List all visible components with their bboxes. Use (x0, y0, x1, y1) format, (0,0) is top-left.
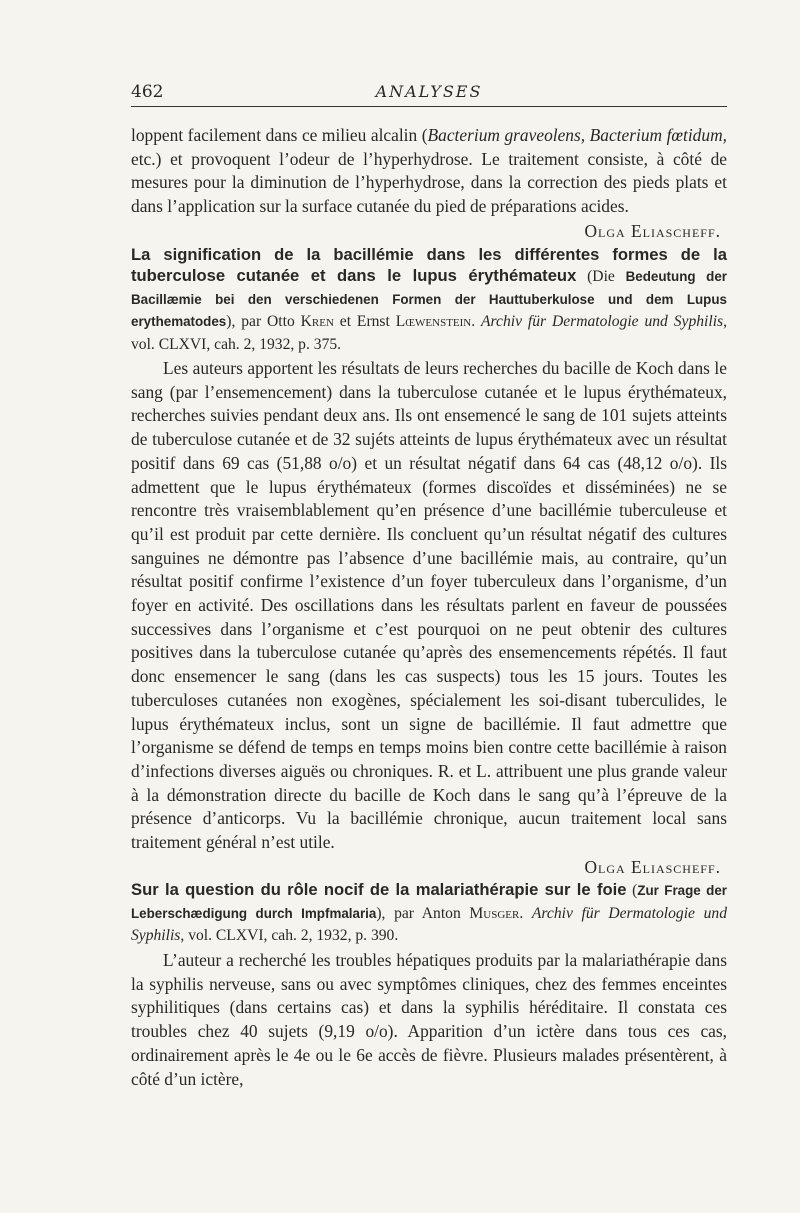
author-musger: Musger (469, 904, 520, 922)
page-body (131, 124, 727, 1091)
article-2-body: L’auteur a recherché les troubles hépatiques produits par la malariathérapie dans la syphilis nerveuse, sans ou avec symptômes cliniques, chez des femmes enceintes syphilitiques (dans certains cas) et dans la syphilis héréditaire. Il constata ces troubles chez 40 sujets (9,19 o/o). Apparition d’un ictère dans tous ces cas, ordinairement après le 4e ou le 6e accès de fièvre. Plusieurs malades présentèrent, à côté d’un ictère, (131, 949, 727, 1089)
author-kren: Kren (300, 313, 334, 331)
article-1-original-title: Bedeutung der Bacillæmie bei den verschiedenen Formen der Hauttuberkulose und dem Lupus erythematodes (131, 269, 728, 330)
page-header (131, 80, 727, 107)
author-loewenstein: Lœwenstein (395, 313, 472, 331)
intro-signature: Olga Eliascheff. (584, 220, 721, 241)
article-2-reference: (Zur Frage der Leberschædigung durch Impfmalaria), par Anton Musger. Archiv für Dermatologie und Syphilis, vol. CLXVI, cah. 2, 1932, p. 390. (131, 882, 728, 945)
article-1-heading (131, 244, 727, 356)
bacteria-names: Bacterium graveolens, Bacterium fœtidum, (427, 125, 727, 145)
journal-name: Archiv für Dermatologie und Syphilis (481, 313, 724, 331)
running-title: ANALYSES (375, 82, 483, 101)
article-1-reference: (Die Bedeutung der Bacillæmie bei den verschiedenen Formen der Hauttuberkulose und dem Lupus erythematodes), par Otto Kren et Ernst Lœwenstein. Archiv für Dermatologie und Syphilis, vol. CLXVI, cah. 2, 1932, p. 375. (131, 268, 728, 353)
article-1-body: Les auteurs apportent les résultats de leurs recherches du bacille de Koch dans le sang (par l’ensemencement) dans la tuberculose cutanée et le lupus érythémateux, recherches suivies pendant deux ans. Ils ont ensemencé le sang de 101 sujets atteints de tuberculose cutanée et de 32 sujéts atteints de lupus érythémateux avec un résultat positif dans 69 cas (51,88 o/o) et un résultat négatif dans 64 cas (48,12 o/o). Ils admettent que le lupus érythémateux (formes discoïdes et disséminées) ne se rencontre très vraisemblablement qu’en présence d’une bacillémie tuberculeuse et qu’il est produit par cette dernière. Ils concluent qu’un résultat négatif des cultures sanguines ne démontre pas l’absence d’une bacillémie mais, au contraire, qu’un résultat positif confirme l’existence d’un foyer tuberculeux dans l’organisme, d’un foyer en activité. Des oscillations dans les résultats parlent en faveur de poussées successives dans l’organisme et c’est pourquoi on ne peut obtenir des cultures positives dans la tuberculose cutanée qu’après des ensemencements répétés. Il faut donc ensemencer le sang (dans les cas suspects) tous les 15 jours. Toutes les tuberculoses cutanées non exogènes, spécialement les soi-disant tuberculides, le lupus érythémateux inclus, sont un signe de bacillémie. Il faut admettre que l’organisme se défend de temps en temps moins bien contre cette bacillémie à raison d’infections diverses aiguës ou chroniques. R. et L. attribuent une plus grande valeur à la démonstration directe du bacille de Koch dans le sang qu’à l’épreuve de la présence d’anticorps. Vu la bacillémie chronique, aucun traitement local sans traitement général n’est utile. (131, 358, 727, 853)
article-2-heading (131, 879, 727, 947)
article-2-title: Sur la question du rôle nocif de la malariathérapie sur le foie (131, 880, 627, 900)
article-1-title: La signification de la bacillémie dans les différentes formes de la tuberculose cutanée et dans le lupus érythémateux (131, 244, 727, 286)
article-2-original-title: Zur Frage der Leberschædigung durch Impfmalaria (131, 883, 727, 921)
article-1-signature: Olga Eliascheff. (584, 856, 721, 877)
journal-name: Archiv für Dermatologie und Syphilis (131, 904, 728, 945)
intro-paragraph: loppent facilement dans ce milieu alcalin (Bacterium graveolens, Bacterium fœtidum, etc.) et provoquent l’odeur de l’hyperhydrose. Le traitement consiste, à côté de mesures pour la diminution de l’hyperhydrose, dans la correction des pieds plats et dans l’application sur la surface cutanée du pied de préparations acides. (131, 125, 727, 217)
page-number: 462 (131, 82, 164, 102)
